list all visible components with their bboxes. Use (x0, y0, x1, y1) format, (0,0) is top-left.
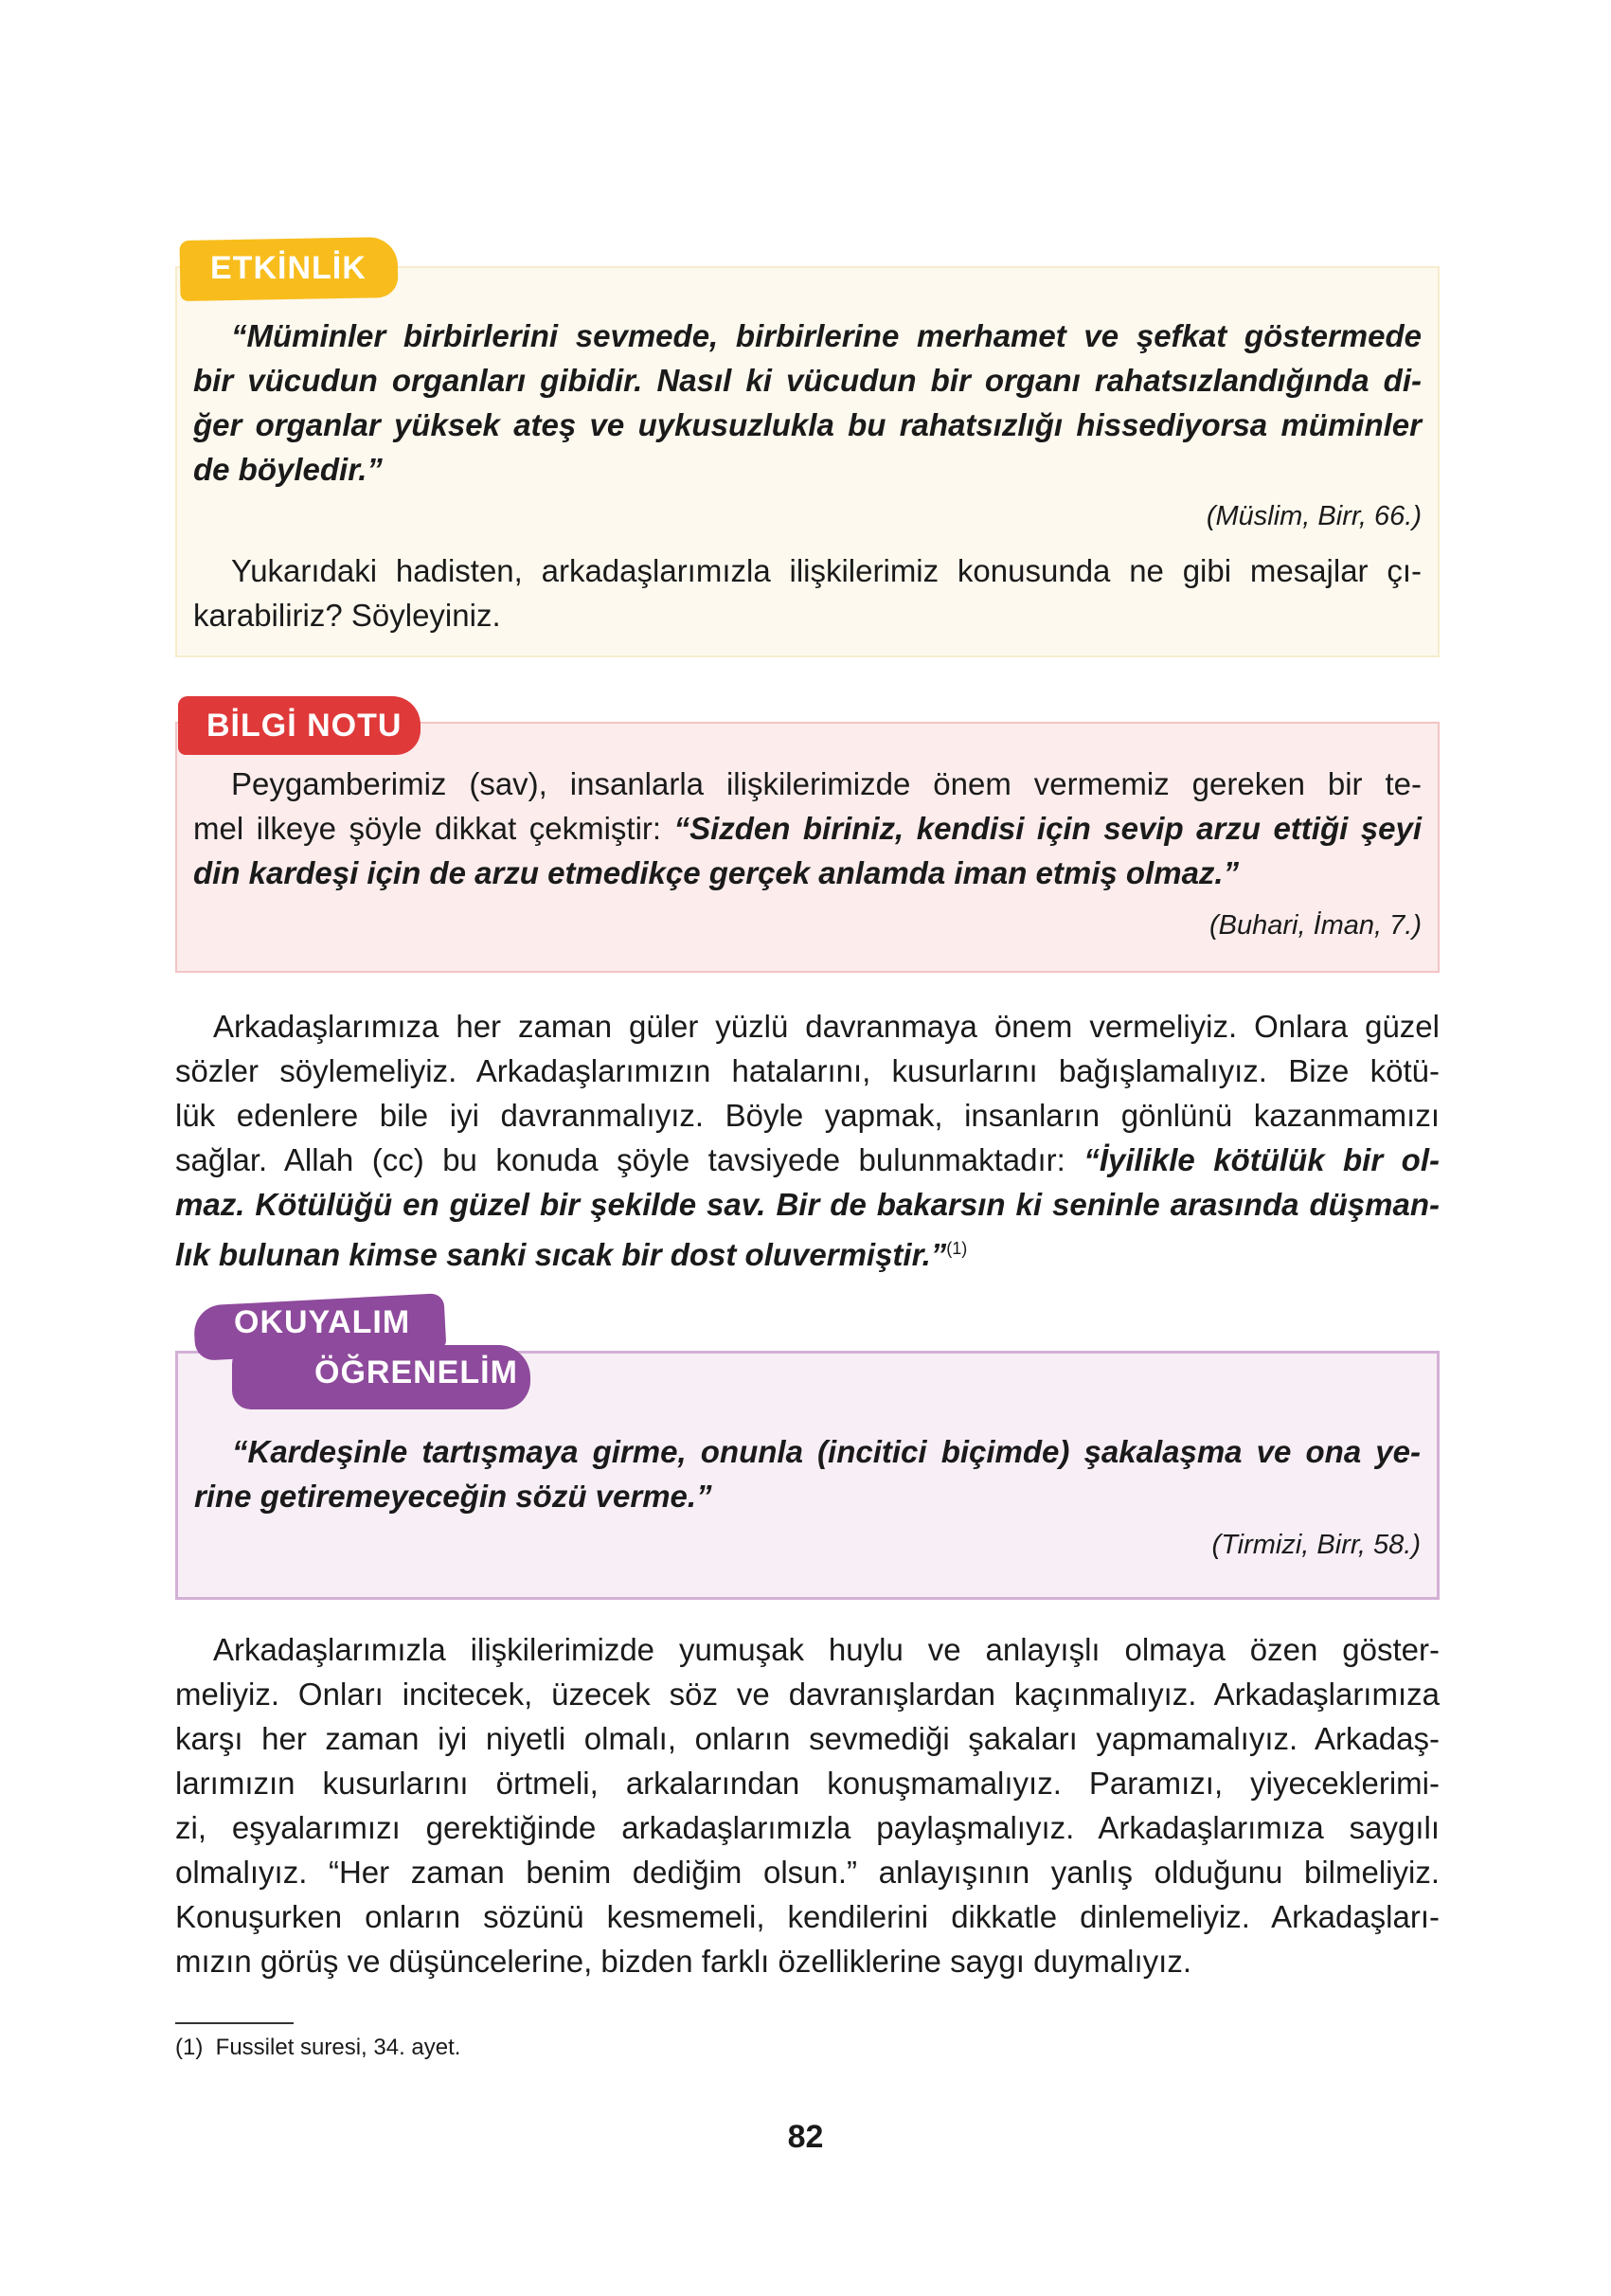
info-note-box (175, 722, 1440, 973)
info-quote-line: din kardeşi için de arzu etmedikçe gerçek anlamda iman etmiş olmaz.” (193, 855, 1240, 890)
quote-source: (Müslim, Birr, 66.) (1206, 501, 1422, 531)
activity-label: ETKİNLİK (210, 250, 367, 286)
info-quote: “Sizden biriniz, kendisi için sevip arzu ettiği şeyi (673, 811, 1422, 846)
quote-line: “Kardeşinle tartışmaya girme, onunla (incitici biçimde) şakalaşma ve ona ye- (232, 1434, 1421, 1469)
quote-line: rine getiremeyeceğin sözü verme.” (194, 1479, 712, 1514)
info-text: mel ilkeye şöyle dikkat çekmiştir: (193, 811, 674, 846)
quote-line: “Müminler birbirlerini sevmede, birbirlerine merhamet ve şefkat göstermede (231, 318, 1422, 353)
info-line: Peygamberimiz (sav), insanlarla ilişkilerimizde önem vermemiz gereken bir te- (231, 766, 1422, 801)
text-line: zi, eşyalarımızı gerektiğinde arkadaşlarımızla paylaşmalıyız. Arkadaşlarımıza saygılı (175, 1810, 1440, 1845)
info-label: BİLGİ NOTU (206, 708, 403, 744)
footnote-divider (175, 2022, 294, 2024)
text: sağlar. Allah (cc) bu konuda şöyle tavsiyede bulunmaktadır: (175, 1142, 1084, 1177)
info-line (193, 806, 1422, 851)
quote-line: de böyledir.” (193, 452, 383, 487)
text-line: Arkadaşlarımızla ilişkilerimizde yumuşak huylu ve anlayışlı olmaya özen göster- (213, 1632, 1440, 1667)
verse-quote: “İyilikle kötülük bir ol- (1083, 1142, 1440, 1177)
read-label-line1: OKUYALIM (234, 1304, 411, 1340)
footnote-ref[interactable]: (1) (946, 1239, 968, 1258)
body-paragraph (175, 1627, 1440, 1983)
page-number: 82 (787, 2119, 824, 2155)
text-line: lük edenlere bile iyi davranmalıyız. Böyle yapmak, insanların gönlünü kazanmamızı (175, 1098, 1440, 1133)
text-line: mızın görüş ve düşüncelerine, bizden farklı özelliklerine saygı duymalıyız. (175, 1944, 1191, 1979)
text-line: karşı her zaman iyi niyetli olmalı, onların sevmediği şakaları yapmamalıyız. Arkadaş- (175, 1721, 1440, 1756)
text-line: larımızın kusurlarını örtmeli, arkalarından konuşmamalıyız. Paramızı, yiyeceklerimi- (175, 1766, 1440, 1801)
body-paragraph (175, 1004, 1440, 1277)
text-line: sözler söylemeliyiz. Arkadaşlarımızın hatalarını, kusurlarını bağışlamalıyız. Bize kötü- (175, 1053, 1440, 1088)
info-source: (Buhari, İman, 7.) (1208, 910, 1422, 941)
verse-line: maz. Kötülüğü en güzel bir şekilde sav. Bir de bakarsın ki seninle arasında düşman- (175, 1187, 1440, 1222)
activity-quote (193, 314, 1422, 492)
text-line: Konuşurken onların sözünü kesmemeli, kendilerini dikkatle dinlemeliyiz. Arkadaşları- (175, 1899, 1440, 1934)
text-line (175, 1138, 1440, 1182)
activity-box (175, 266, 1440, 657)
read-label-line2: ÖĞRENELİM (314, 1354, 518, 1390)
text-line: Arkadaşlarımıza her zaman güler yüzlü davranmaya önem vermeliyiz. Onlara güzel (213, 1009, 1440, 1044)
quote-line: bir vücudun organları gibidir. Nasıl ki vücudun bir organı rahatsızlandığında di- (193, 363, 1422, 398)
verse-line (175, 1227, 1440, 1277)
quote-line: ğer organlar yüksek ateş ve uykusuzlukla bu rahatsızlığı hissediyorsa müminler (193, 407, 1422, 442)
footnote: (1) Fussilet suresi, 34. ayet. (175, 2035, 461, 2060)
question-line: Yukarıdaki hadisten, arkadaşlarımızla ilişkilerimiz konusunda ne gibi mesajlar çı- (231, 553, 1422, 588)
text-line: meliyiz. Onları incitecek, üzecek söz ve davranışlardan kaçınmalıyız. Arkadaşlarımıza (175, 1677, 1440, 1712)
verse-text: lık bulunan kimse sanki sıcak bir dost oluvermiştir.” (175, 1237, 947, 1272)
text-line: olmalıyız. “Her zaman benim dediğim olsun.” anlayışının yanlış olduğunu bilmeliyiz. (175, 1855, 1440, 1890)
quote-source: (Tirmizi, Birr, 58.) (1211, 1530, 1421, 1560)
question-line: karabiliriz? Söyleyiniz. (193, 598, 501, 633)
